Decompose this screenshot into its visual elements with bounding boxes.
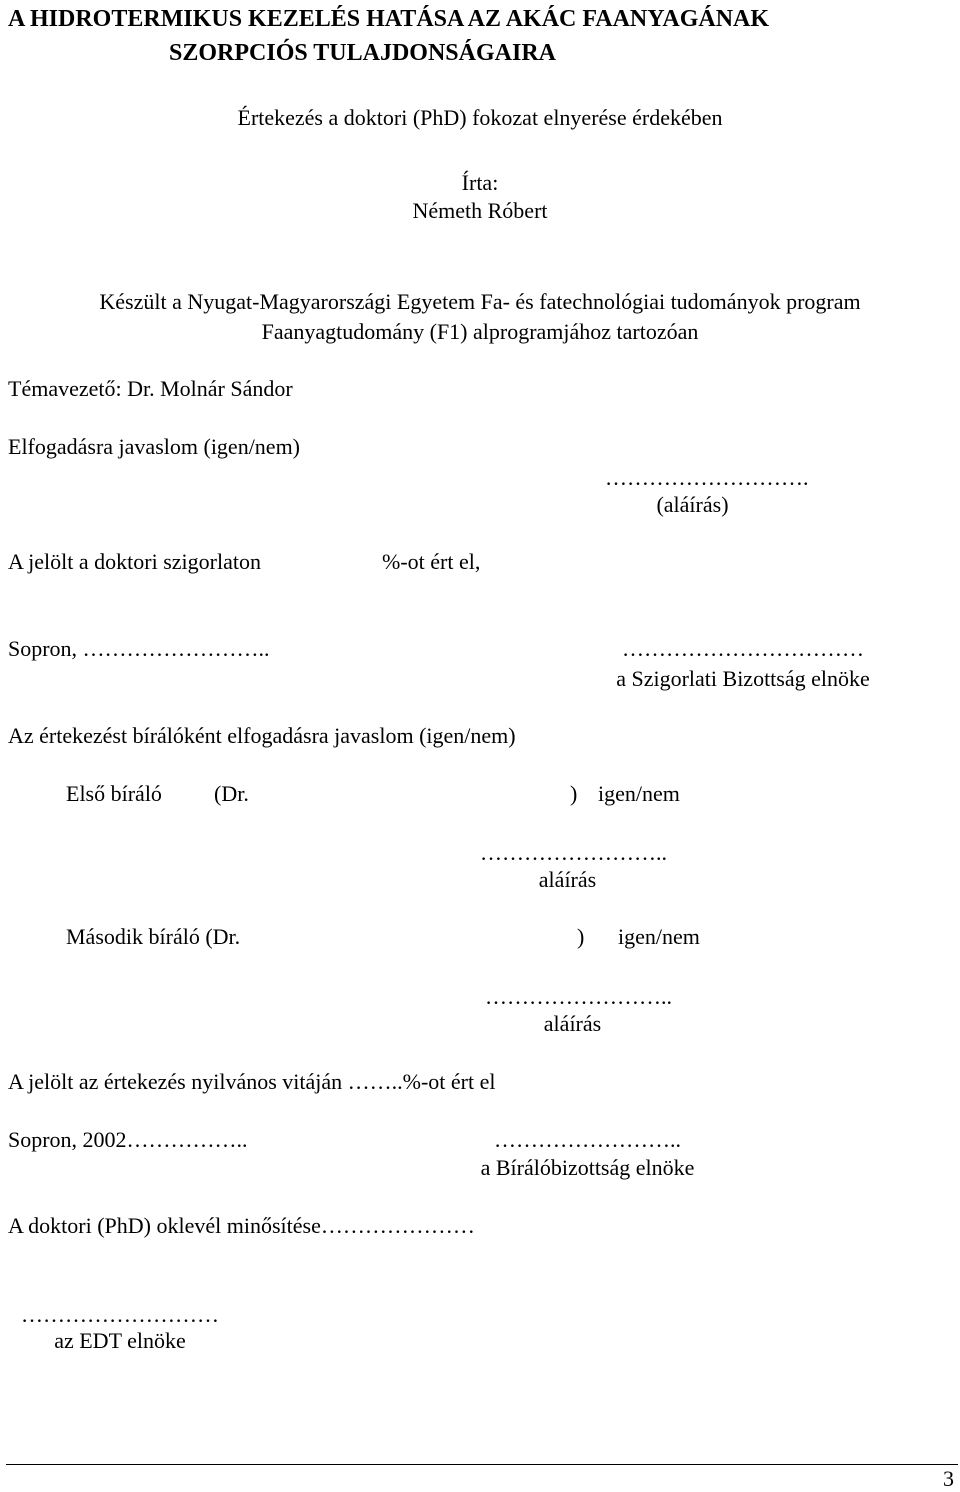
title-line-2: SZORPCIÓS TULAJDONSÁGAIRA: [169, 40, 556, 66]
sopron-date-2: Sopron, 2002……………..: [8, 1127, 248, 1152]
first-reviewer-dr: (Dr.: [214, 781, 249, 806]
first-reviewer-label: Első bíráló: [66, 781, 162, 806]
page-number: 3: [943, 1466, 954, 1491]
exam-text: A jelölt a doktori szigorlaton: [8, 549, 261, 574]
author-name: Németh Róbert: [412, 198, 548, 223]
author-label: Írta:: [461, 170, 499, 195]
edt-signature-label: az EDT elnöke: [54, 1328, 186, 1353]
exam-chair-signature-dots: ……………………………: [622, 636, 864, 661]
second-reviewer-yesno: igen/nem: [618, 924, 700, 949]
committee-chair-signature-label: a Bírálóbizottság elnöke: [480, 1155, 695, 1180]
acceptance-signature-label: (aláírás): [656, 492, 729, 517]
exam-percent: %-ot ért el,: [382, 549, 481, 574]
second-reviewer-signature-dots: ……………………..: [485, 984, 672, 1009]
second-reviewer-signature-label: aláírás: [543, 1011, 602, 1036]
exam-chair-signature-label: a Szigorlati Bizottság elnöke: [616, 666, 870, 691]
reviewers-intro: Az értekezést bírálóként elfogadásra javaslom (igen/nem): [8, 723, 516, 748]
sopron-date-1: Sopron, ……………………..: [8, 636, 270, 661]
supervisor: Témavezető: Dr. Molnár Sándor: [8, 376, 293, 401]
acceptance-signature-dots: ……………………….: [605, 465, 809, 490]
committee-chair-signature-dots: ……………………..: [494, 1127, 681, 1152]
first-reviewer-signature-dots: ……………………..: [480, 840, 667, 865]
diploma-rating: A doktori (PhD) oklevél minősítése…………………: [8, 1213, 475, 1238]
acceptance-text: Elfogadásra javaslom (igen/nem): [8, 434, 301, 459]
program-line-1: Készült a Nyugat-Magyarországi Egyetem Fa- és fatechnológiai tudományok program: [99, 289, 861, 314]
first-reviewer-yesno: igen/nem: [598, 781, 680, 806]
first-reviewer-signature-label: aláírás: [538, 867, 597, 892]
second-reviewer-label: Második bíráló (Dr.: [66, 924, 241, 949]
edt-signature-dots: ………………………: [21, 1302, 219, 1327]
program-line-2: Faanyagtudomány (F1) alprogramjához tartozóan: [261, 319, 699, 344]
title-line-1: A HIDROTERMIKUS KEZELÉS HATÁSA AZ AKÁC FAANYAGÁNAK: [8, 6, 770, 32]
second-reviewer-paren: ): [577, 924, 585, 949]
subtitle: Értekezés a doktori (PhD) fokozat elnyerése érdekében: [237, 105, 723, 130]
footer-divider: [6, 1464, 958, 1465]
first-reviewer-paren: ): [570, 781, 578, 806]
defense-result: A jelölt az értekezés nyilvános vitáján ……..%-ot ért el: [8, 1069, 496, 1094]
